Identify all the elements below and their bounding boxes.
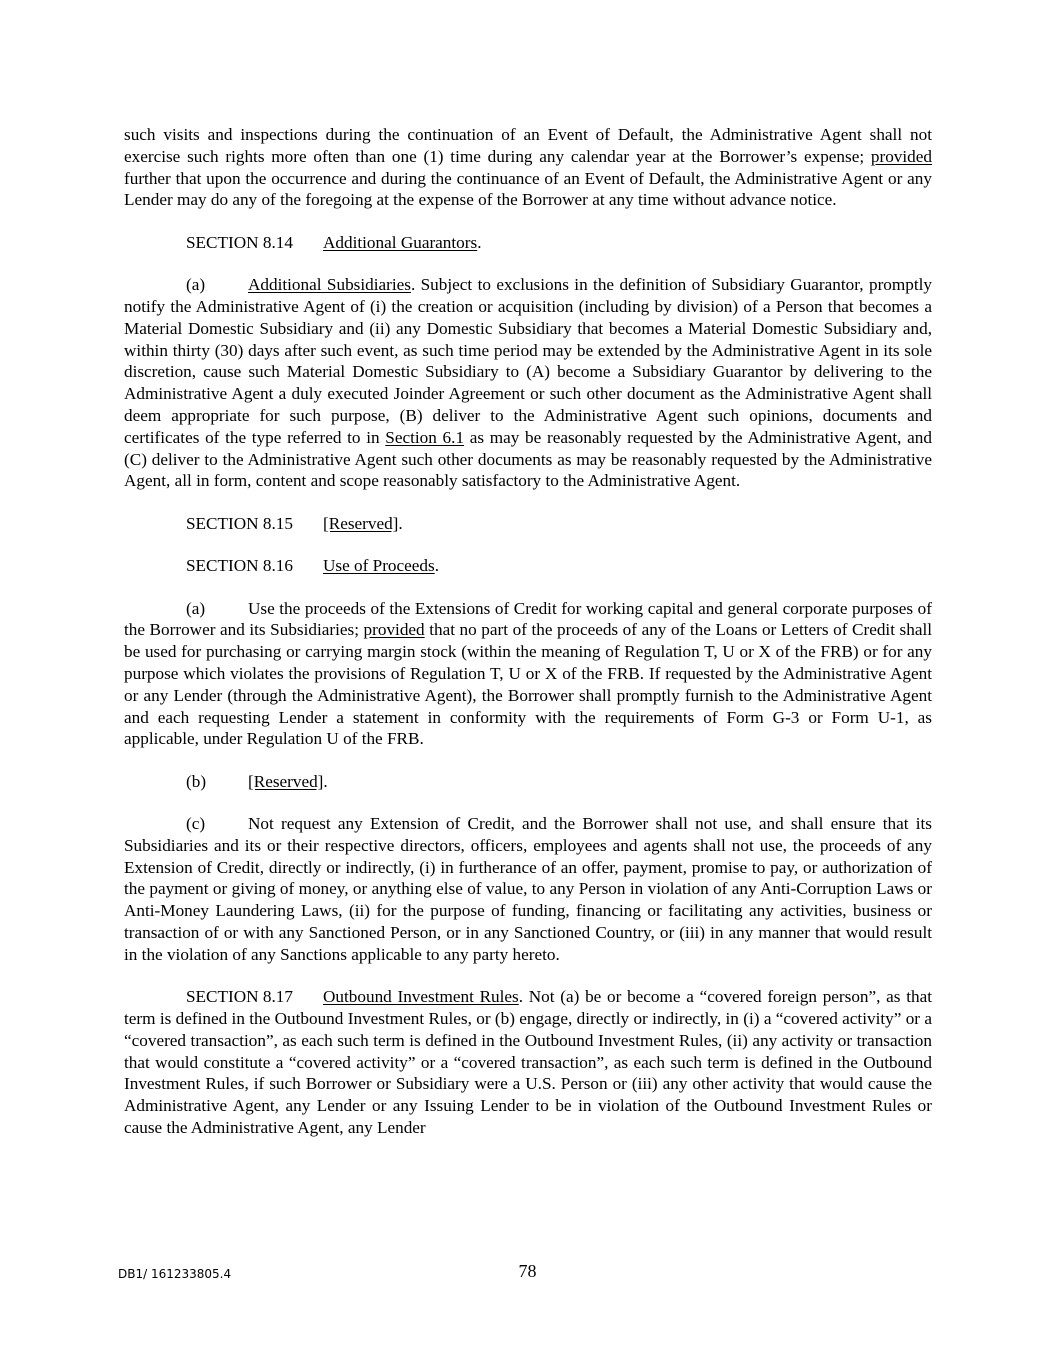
text-run: . Not (a) be or become a “covered foreign person”, as that term is defined in the Outbound Investment Rules, or (b) engage, directly or indirectly, in (i) a “covered activity” or a “covered transaction”, as each such term is defined in the Outbound Investment Rules, (ii) any activity or transaction that would constitute a “covered activity” or a “covered transaction”, as each such term is defined in the Outbound Investment Rules, if such Borrower or Subsidiary were a U.S. Person or (iii) any other activity that would cause the Administrative Agent, any Lender or any Issuing Lender to be in violation of the Outbound Investment Rules or cause the Administrative Agent, any Lender — [124, 987, 932, 1138]
section-8-16-b-paragraph: (b) [Reserved]. — [186, 771, 328, 791]
section-8-14-a-paragraph — [124, 274, 932, 492]
section-number: SECTION 8.14 — [186, 232, 293, 252]
section-title: Use of Proceeds — [323, 556, 435, 576]
underlined-term: provided — [363, 620, 425, 640]
clause-label: (b) — [186, 771, 207, 791]
section-title: Outbound Investment Rules — [323, 987, 519, 1007]
text-run: such visits and inspections during the continuation of an Event of Default, the Administrative Agent shall not exercise such rights more often than one (1) time during any calendar year at the Borrower’s expense; — [124, 125, 932, 166]
section-8-16-heading: SECTION 8.16 Use of Proceeds. — [186, 556, 439, 576]
section-8-16-a-paragraph — [124, 598, 932, 751]
section-reference: Section 6.1 — [385, 427, 465, 447]
section-8-15-heading: SECTION 8.15 [Reserved]. — [186, 513, 403, 533]
text-run: . Subject to exclusions in the definition of Subsidiary Guarantor, promptly notify the Administrative Agent of (i) the creation or acquisition (including by division) of a Person that becomes a Material Domestic Subsidiary and (ii) any Domestic Subsidiary that becomes a Material Domestic Subsidiary and, within thirty (30) days after such event, as such time period may be extended by the Administrative Agent in its sole discretion, cause such Material Domestic Subsidiary to (A) become a Subsidiary Guarantor by delivering to the Administrative Agent a duly executed Joinder Agreement or such other document as the Administrative Agent shall deem appropriate for such purpose, (B) deliver to the Administrative Agent such opinions, documents and certificates of the type referred to in — [124, 275, 932, 447]
text-run: Not request any Extension of Credit, and the Borrower shall not use, and shall ensure that its Subsidiaries and its or their respective directors, officers, employees and agents shall not use, the proceeds of any Extension of Credit, directly or indirectly, (i) in furtherance of an offer, payment, promise to pay, or authorization of the payment or giving of money, or anything else of value, to any Person in violation of any Anti-Corruption Laws or Anti-Money Laundering Laws, (ii) for the purpose of funding, financing or facilitating any activities, business or transaction of or with any Sanctioned Person, or in any Sanctioned Country, or (iii) in any manner that would result in the violation of any Sanctions applicable to any party hereto. — [124, 814, 932, 964]
clause-label: (a) — [186, 598, 206, 618]
clause-title: Additional Subsidiaries — [248, 275, 411, 295]
section-number: SECTION 8.15 — [186, 513, 293, 533]
text-run: that no part of the proceeds of any of the Loans or Letters of Credit shall be used for purchasing or carrying margin stock (within the meaning of Regulation T, U or X of the FRB) or for any purpose which violates the provisions of Regulation T, U or X of the FRB. If requested by the Administrative Agent or any Lender (through the Administrative Agent), the Borrower shall promptly furnish to the Administrative Agent and each requesting Lender a statement in conformity with the requirements of Form G-3 or Form U-1, as applicable, under Regulation U of the FRB. — [124, 620, 932, 749]
section-title: [Reserved] — [323, 513, 399, 533]
clause-label: (c) — [186, 814, 206, 834]
underlined-term: provided — [870, 146, 932, 166]
section-8-17-paragraph — [124, 986, 932, 1139]
section-number: SECTION 8.16 — [186, 556, 293, 576]
text-run: as may be reasonably requested by the Administrative Agent, and (C) deliver to the Administrative Agent such other documents as may be reasonably requested by the Administrative Agent, all in form, content and scope reasonably satisfactory to the Administrative Agent. — [124, 427, 932, 491]
section-8-14-heading: SECTION 8.14 Additional Guarantors. — [186, 232, 482, 252]
section-title: Additional Guarantors — [323, 232, 478, 252]
continuation-paragraph — [124, 124, 932, 211]
page-number: 78 — [518, 1261, 537, 1281]
document-id: DB1/ 161233805.4 — [118, 1267, 232, 1281]
clause-title: [Reserved] — [248, 771, 324, 791]
clause-label: (a) — [186, 275, 206, 295]
document-body — [124, 124, 932, 1159]
text-run: Use the proceeds of the Extensions of Credit for working capital and general corporate purposes of the Borrower and its Subsidiaries; — [124, 598, 932, 640]
section-number: SECTION 8.17 — [186, 987, 293, 1007]
section-8-16-c-paragraph — [124, 813, 932, 966]
text-run: further that upon the occurrence and during the continuance of an Event of Default, the Administrative Agent or any Lender may do any of the foregoing at the expense of the Borrower at any time without advance notice. — [124, 168, 932, 210]
